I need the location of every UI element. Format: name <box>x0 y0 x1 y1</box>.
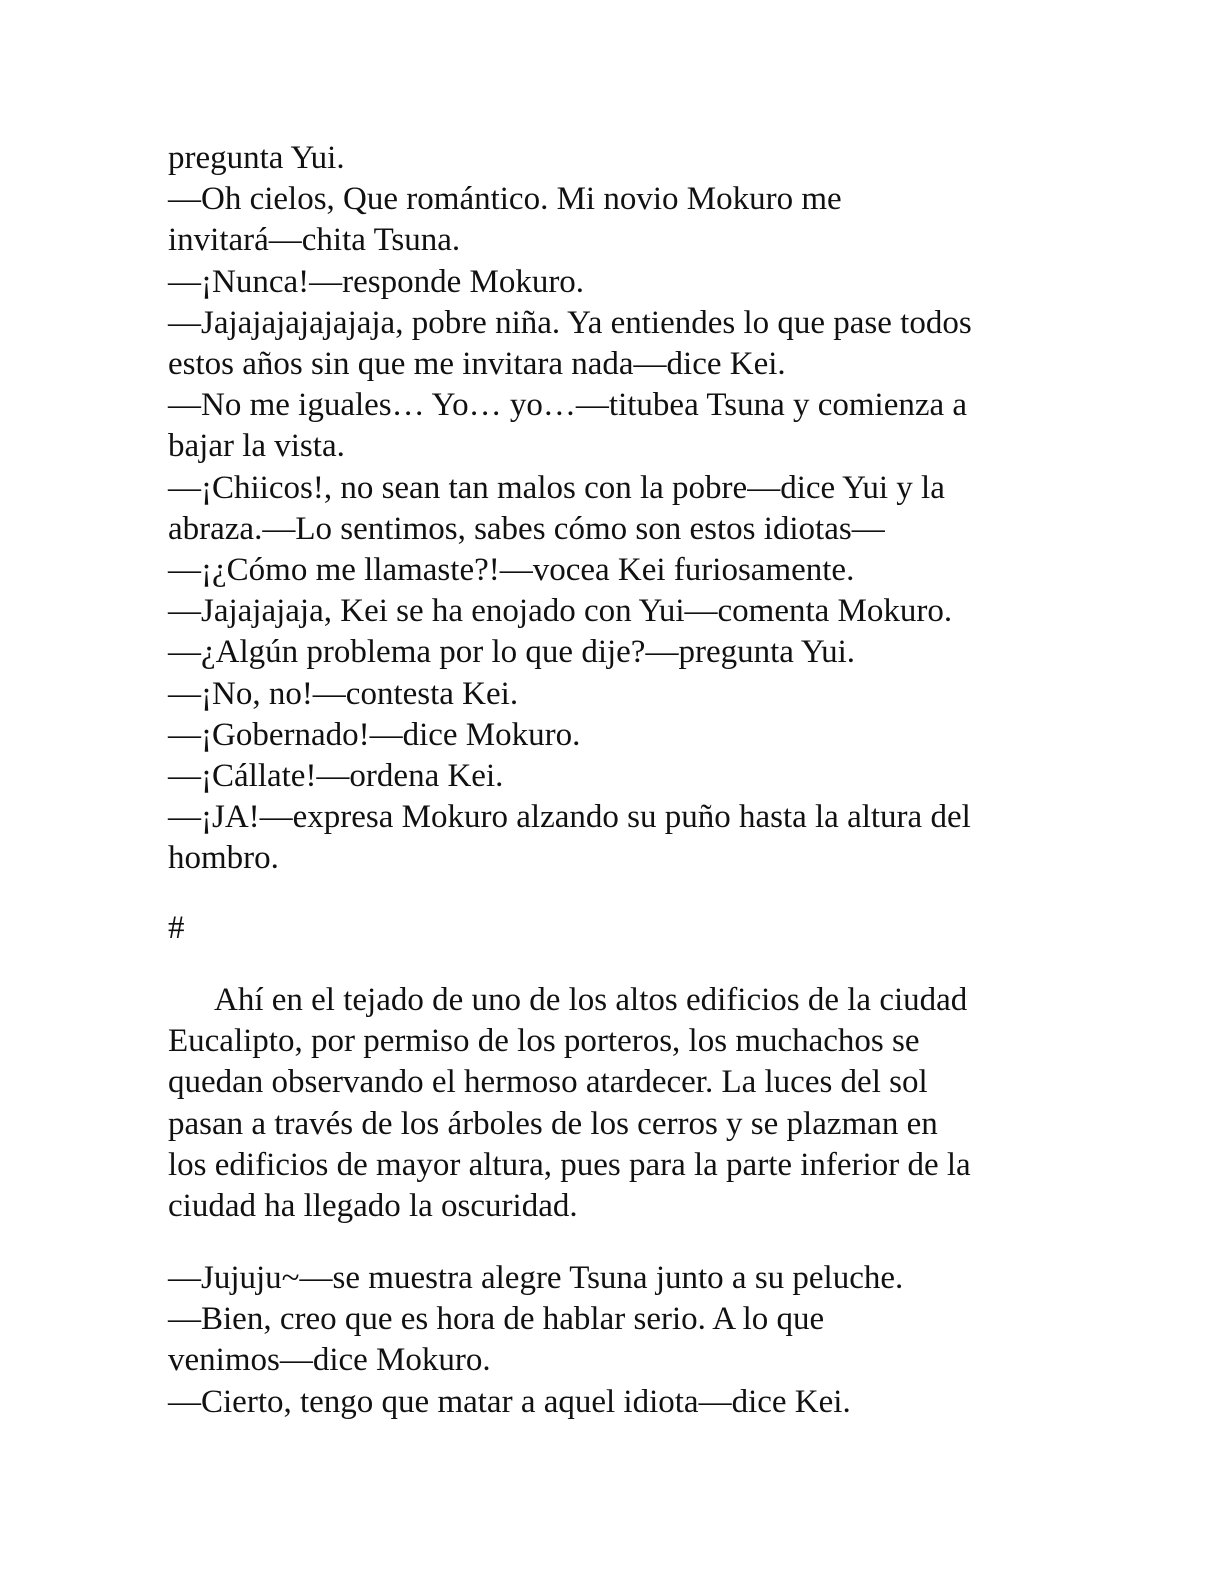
text-line: bajar la vista. <box>168 428 345 465</box>
scene-break-marker: # <box>168 910 185 946</box>
text-line: Ahí en el tejado de uno de los altos edificios de la ciudad <box>214 982 968 1018</box>
dialogue-block-1 <box>168 138 1048 880</box>
text-line: —¡¿Cómo me llamaste?!—vocea Kei furiosamente. <box>168 552 855 589</box>
text-line: —Bien, creo que es hora de hablar serio. A lo que <box>168 1301 825 1338</box>
text-line: ciudad ha llegado la oscuridad. <box>168 1188 578 1225</box>
text-line: —Jajajajajajajaja, pobre niña. Ya entiendes lo que pase todos <box>168 304 972 341</box>
scene-break <box>168 908 1048 949</box>
text-line: —¡Cállate!—ordena Kei. <box>168 758 504 795</box>
text-line: estos años sin que me invitara nada—dice Kei. <box>168 346 786 383</box>
text-line: —¡Nunca!—responde Mokuro. <box>168 263 585 300</box>
text-line: —Jujuju~—se muestra alegre Tsuna junto a su peluche. <box>168 1260 904 1296</box>
text-line: —¿Algún problema por lo que dije?—pregunta Yui. <box>168 634 856 671</box>
text-line: —¡No, no!—contesta Kei. <box>168 675 519 712</box>
text-line: —¡Gobernado!—dice Mokuro. <box>168 716 581 753</box>
text-line: —Cierto, tengo que matar a aquel idiota—dice Kei. <box>168 1383 851 1420</box>
text-line: hombro. <box>168 840 279 877</box>
text-line: —¡JA!—expresa Mokuro alzando su puño hasta la altura del <box>168 799 971 836</box>
text-line: —¡Chiicos!, no sean tan malos con la pobre—dice Yui y la <box>168 469 945 506</box>
narrative-paragraph <box>168 980 1048 1227</box>
text-line: —Jajajajaja, Kei se ha enojado con Yui—comenta Mokuro. <box>168 593 953 630</box>
text-line: los edificios de mayor altura, pues para la parte inferior de la <box>168 1146 971 1183</box>
text-line: quedan observando el hermoso atardecer. La luces del sol <box>168 1064 928 1101</box>
text-line: —No me iguales… Yo… yo…—titubea Tsuna y comienza a <box>168 387 968 424</box>
dialogue-block-2 <box>168 1258 1048 1423</box>
text-line: pasan a través de los árboles de los cerros y se plazman en <box>168 1105 938 1142</box>
text-line: pregunta Yui. <box>168 140 345 176</box>
text-line: venimos—dice Mokuro. <box>168 1342 491 1379</box>
text-line: Eucalipto, por permiso de los porteros, los muchachos se <box>168 1023 920 1060</box>
text-line: —Oh cielos, Que romántico. Mi novio Mokuro me <box>168 181 842 218</box>
text-line: invitará—chita Tsuna. <box>168 222 461 259</box>
text-line: abraza.—Lo sentimos, sabes cómo son estos idiotas— <box>168 510 885 547</box>
